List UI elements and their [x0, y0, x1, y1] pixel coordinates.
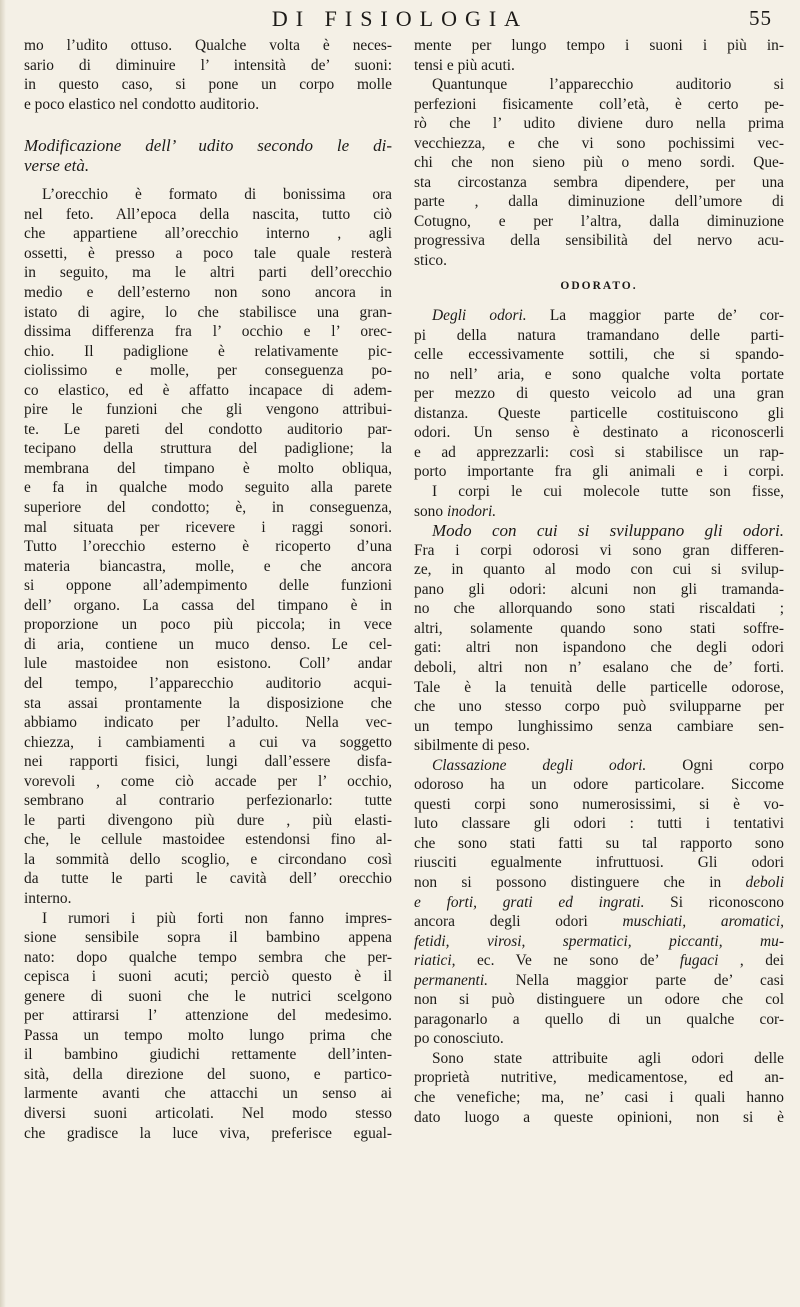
text-line: deboli, altri non n’ esalano che de’ forti. — [414, 658, 784, 676]
text-line: porto importante fra gli animali e i corpi. — [414, 463, 784, 481]
text-line: fetidi, virosi, spermatici, piccanti, mu- — [414, 932, 784, 950]
text-line: in seguito, ma le altri parti dell’orecchio — [24, 264, 392, 282]
text-line: sta circostanza sembra dipendere, per una — [414, 173, 784, 191]
text-line: si oppone all’adempimento delle funzioni — [24, 577, 392, 595]
text-line: Passa un tempo molto lungo prima che — [24, 1026, 392, 1044]
text-line: po conosciuto. — [414, 1030, 504, 1048]
text-line: odoroso ha un odore particolare. Siccome — [414, 776, 784, 794]
text-line: Cotugno, e per l’altra, dalla diminuzione — [414, 212, 784, 230]
text-line: questi corpi sono numerosissimi, si è vo- — [414, 795, 784, 813]
italic-term: permanenti. — [414, 971, 488, 989]
text-line: le parti divengono più dure , più elasti- — [24, 811, 392, 829]
text-line: e forti, grati ed ingrati. Si riconoscono — [414, 893, 784, 911]
section-heading: verse età. — [24, 155, 90, 175]
text-line: che appartiene all’orecchio interno , agli — [24, 225, 392, 243]
text-line: perfezioni fisicamente coll’età, è certo pe- — [414, 95, 784, 113]
text-line: istato di agire, lo che stabilisce una gran- — [24, 303, 392, 321]
text-line: sità, della direzione del suono, e partico- — [24, 1065, 392, 1083]
text-line: sono inodori. — [414, 502, 497, 520]
text-line: materia biancastra, molle, e che ancora — [24, 557, 392, 575]
text-line: Fra i corpi odorosi vi sono gran differen- — [414, 541, 784, 559]
text-line: lule mastoidee non esistono. Coll’ andar — [24, 655, 392, 673]
text-line: riusciti egualmente infruttuosi. Gli odori — [414, 854, 784, 872]
italic-term: inodori. — [446, 502, 497, 520]
text-line: non si possono distinguere che in deboli — [414, 873, 784, 891]
text-line: e poco elastico nel condotto auditorio. — [24, 95, 260, 113]
text-line: Sono state attribuite agli odori delle — [432, 1049, 784, 1067]
text-line: che uno stesso corpo può svilupparne per — [414, 698, 784, 716]
text-line: chi che non sieno più o meno sordi. Que- — [414, 154, 784, 172]
text-line: stico. — [414, 252, 447, 270]
text-line: chiezza, i cambiamenti a cui va soggetto — [24, 733, 392, 751]
running-title: DI FISIOLOGIA — [271, 6, 529, 31]
text-line: sibilmente di peso. — [414, 737, 530, 755]
text-line: gati: altri non ispandono che degli odori — [414, 639, 784, 657]
left-column — [24, 36, 392, 1143]
text-line: da tutte le parti le cavità dell’ orecchio — [24, 870, 392, 888]
text-line: e fa in qualche modo seguito alla parete — [24, 479, 392, 497]
text-line: distanza. Queste particelle costituiscono gli — [414, 404, 784, 422]
text-line: luto classare gli odori : tutti i tentativi — [414, 815, 784, 833]
italic-term: deboli — [745, 873, 784, 891]
text-line: sione sensibile sopra il bambino appena — [24, 929, 392, 947]
section-heading: Modo con cui si sviluppano gli odori. — [432, 521, 784, 541]
text-line: vecchiezza, e che vi sono pochissimi vec- — [414, 134, 784, 152]
text-line: del tempo, l’apparecchio auditorio acqui- — [24, 674, 392, 692]
text-line: riatici, ec. Ve ne sono de’ fugaci , dei — [414, 952, 784, 970]
text-line: Classazione degli odori. Ogni corpo — [432, 756, 784, 774]
text-line: diversi suoni articolati. Nel modo stesso — [24, 1104, 392, 1122]
text-line: permanenti. Nella maggior parte de’ casi — [414, 971, 784, 989]
section-heading: Modificazione dell’ udito secondo le di- — [24, 136, 392, 156]
text-line: dissima differenza fra l’ occhio e l’ orec- — [24, 323, 392, 341]
text-line: mente per lungo tempo i suoni i più in- — [414, 37, 784, 54]
text-line: dell’ organo. La cassa del timpano è in — [24, 596, 392, 614]
text-line: che gradisce la luce viva, preferisce egual- — [24, 1124, 392, 1142]
text-line: chio. Il padiglione è relativamente pic- — [24, 342, 392, 360]
text-line: celle eccessivamente sottili, che si spando- — [414, 346, 784, 364]
text-line: rò che l’ udito diviene duro nella prima — [414, 115, 784, 133]
spacer — [414, 296, 784, 306]
section-title-odorato: ODORATO. — [560, 279, 638, 292]
text-line: che sono stati fatti su tal rapporto sono — [414, 834, 784, 852]
text-line: che, le cellule mastoidee estendonsi fino al- — [24, 831, 392, 849]
text-line: abbiamo indicato per l’adulto. Nella vec- — [24, 714, 392, 732]
text-line: ze, in quanto al modo con cui si svilup- — [414, 561, 784, 579]
spacer — [24, 175, 392, 185]
text-line: progressiva della sensibilità del nervo acu- — [414, 232, 784, 250]
text-line: odori. Un senso è destinato a riconoscerli — [414, 424, 784, 442]
text-line: Tutto l’orecchio esterno è ricoperto d’una — [24, 538, 392, 556]
right-column — [414, 36, 784, 1127]
text-line: ciolissimo e molle, per conseguenza po- — [24, 362, 392, 380]
text-line: mal situata per ricevere i raggi sonori. — [24, 518, 392, 536]
text-line: mo l’udito ottuso. Qualche volta è neces- — [24, 37, 392, 54]
text-line: Degli odori. La maggior parte de’ cor- — [432, 307, 784, 325]
text-line: sta assai prontamente la disposizione che — [24, 694, 392, 712]
text-line: I corpi le cui molecole tutte son fisse, — [432, 483, 784, 501]
text-line: e ad apprezzarli: così si stabilisce un rap- — [414, 443, 784, 461]
text-line: pi della natura tramandano delle parti- — [414, 326, 784, 344]
text-line: parte , dalla diminuzione dell’umore di — [414, 193, 784, 211]
text-line: sembrano al contrario perfezionarlo: tutte — [24, 792, 392, 810]
text-line: Tale è la tenuità delle particelle odorose, — [414, 678, 784, 696]
text-line: L’orecchio è formato di bonissima ora — [42, 186, 392, 204]
text-line: la sommità dello scoglio, e circondano così — [24, 850, 392, 868]
text-line: proporzione un poco più piccola; in vece — [24, 616, 392, 634]
spacer — [24, 114, 392, 136]
text-line: un tempo lunghissimo senza cambiare sen- — [414, 717, 784, 735]
inline-heading: Classazione degli odori. — [432, 756, 647, 774]
text-line: pano gli odori: alcuni non gli tramanda- — [414, 580, 784, 598]
text-line: larmente avanti che attacchi un senso ai — [24, 1085, 392, 1103]
text-line: I rumori i più forti non fanno impres- — [42, 909, 392, 927]
text-line: per attirarsi l’ attenzione del medesimo. — [24, 1007, 392, 1025]
text-line: cepisca i suoni acuti; perciò questo è il — [24, 968, 392, 986]
text-line: non si può distinguere un odore che col — [414, 991, 784, 1009]
text-line: proprietà nutritive, medicamentose, ed an- — [414, 1069, 784, 1087]
text-line: vorevoli , come ciò accade per l’ occhio, — [24, 772, 392, 790]
text-line: no che allorquando sono stati riscaldati ; — [414, 600, 784, 618]
text-line: superiore del condotto; è, in conseguenza, — [24, 499, 392, 517]
italic-term: fugaci — [679, 952, 719, 970]
text-line: sario di diminuire l’ intensità de’ suoni: — [24, 56, 392, 74]
text-line: genere di suoni che le nutrici scelgono — [24, 987, 392, 1005]
italic-term: riatici, — [414, 952, 456, 970]
text-line: nel feto. All’epoca della nascita, tutto ciò — [24, 205, 392, 223]
text-line: no nell’ aria, e sono qualche volta portate — [414, 365, 784, 383]
text-line: te. Le pareti del condotto auditorio par- — [24, 420, 392, 438]
text-line: interno. — [24, 889, 72, 907]
text-line: co elastico, ed è affatto incapace di adem- — [24, 381, 392, 399]
text-line: tecipano della struttura del padiglione; la — [24, 440, 392, 458]
text-line: il bambino giudichi rettamente dell’inten- — [24, 1046, 392, 1064]
inline-heading: Degli odori. — [432, 307, 527, 325]
text-line: di aria, contiene un muco denso. Le cel- — [24, 635, 392, 653]
text-line: altri, solamente quando sono stati soffre- — [414, 619, 784, 637]
page-header — [0, 6, 800, 36]
text-line: ancora degli odori muschiati, aromatici, — [414, 913, 784, 931]
page-number: 55 — [749, 6, 772, 30]
text-line: ossetti, è presso a poco tale quale resterà — [24, 244, 392, 262]
page-edge-shadow — [0, 0, 6, 1307]
text-line: Quantunque l’apparecchio auditorio si — [432, 76, 784, 94]
text-line: pire le funzioni che gli vengono attribui- — [24, 401, 392, 419]
text-line: in questo caso, si pone un corpo molle — [24, 76, 392, 94]
text-line: per mezzo di questo veicolo ad una gran — [414, 385, 784, 403]
text-line: nei rapporti fisici, lungi dall’essere disfa- — [24, 753, 392, 771]
text-line: nato: dopo qualche tempo sembra che per- — [24, 948, 392, 966]
text-line: paragonarlo a quello di un qualche cor- — [414, 1010, 784, 1028]
italic-term: e forti, grati ed ingrati. — [414, 893, 645, 911]
text-line: dato luogo a queste opinioni, non si è — [414, 1108, 784, 1126]
text-line: medio e dell’esterno non sono ancora in — [24, 284, 392, 302]
text-line: tensi e più acuti. — [414, 56, 515, 74]
text-line: membrana del timpano è molto obliqua, — [24, 459, 392, 477]
italic-term: muschiati, aromatici, — [622, 913, 784, 931]
text-line: che venefiche; ma, ne’ casi i quali hanno — [414, 1088, 784, 1106]
